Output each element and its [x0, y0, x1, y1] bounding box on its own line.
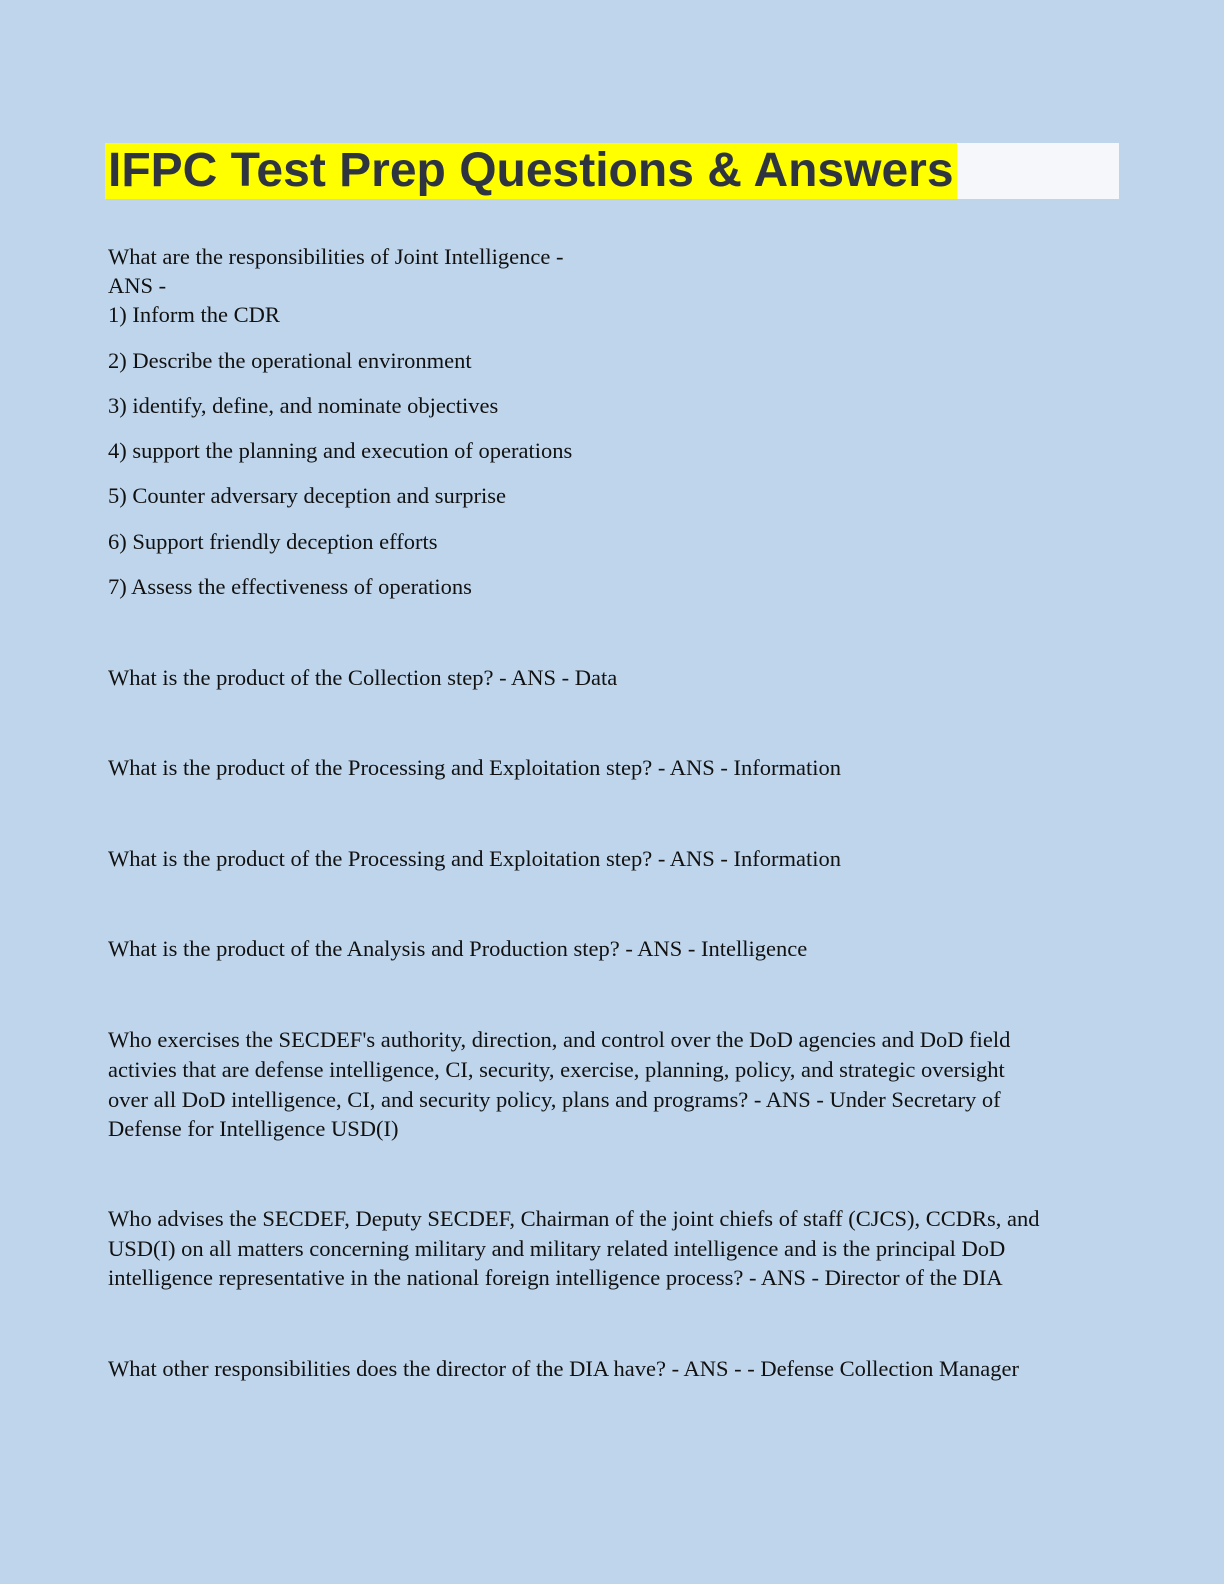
answer-item-2: 2) Describe the operational environment [108, 348, 472, 373]
question-usdi-line-1: Who exercises the SECDEF's authority, direction, and control over the DoD agencies and DoD field [108, 1027, 1011, 1052]
question-processing-step: What is the product of the Processing and Exploitation step? - ANS - Information [108, 755, 841, 780]
question-dia-line-1: Who advises the SECDEF, Deputy SECDEF, Chairman of the joint chiefs of staff (CJCS), CCDRs, and [108, 1206, 1040, 1231]
document-title: IFPC Test Prep Questions & Answers [105, 143, 957, 199]
question-dia-line-2: USD(I) on all matters concerning military and military related intelligence and is the principal DoD [108, 1236, 1006, 1261]
answer-item-3: 3) identify, define, and nominate objectives [108, 393, 499, 418]
question-analysis-step: What is the product of the Analysis and Production step? - ANS - Intelligence [108, 936, 808, 961]
question-collection-step: What is the product of the Collection step? - ANS - Data [108, 665, 618, 690]
question-dia-line-3: intelligence representative in the national foreign intelligence process? - ANS - Director of the DIA [108, 1265, 1003, 1290]
answer-item-7: 7) Assess the effectiveness of operations [108, 574, 472, 599]
question-usdi-line-3: over all DoD intelligence, CI, and security policy, plans and programs? - ANS - Under Secretary of [108, 1087, 1001, 1112]
answer-item-6: 6) Support friendly deception efforts [108, 529, 438, 554]
question-usdi-line-2: activies that are defense intelligence, CI, security, exercise, planning, policy, and strategic oversight [108, 1057, 1005, 1082]
answer-item-1: 1) Inform the CDR [108, 302, 280, 327]
answer-item-5: 5) Counter adversary deception and surprise [108, 483, 506, 508]
answer-label: ANS - [108, 273, 167, 298]
question-joint-intelligence: What are the responsibilities of Joint Intelligence - [108, 244, 564, 269]
answer-item-4: 4) support the planning and execution of operations [108, 438, 573, 463]
question-usdi-line-4: Defense for Intelligence USD(I) [108, 1116, 399, 1141]
question-dia-responsibilities: What other responsibilities does the director of the DIA have? - ANS - - Defense Collection Manager [108, 1356, 1019, 1381]
title-bar [105, 143, 1119, 199]
question-processing-step-repeat: What is the product of the Processing and Exploitation step? - ANS - Information [108, 846, 841, 871]
